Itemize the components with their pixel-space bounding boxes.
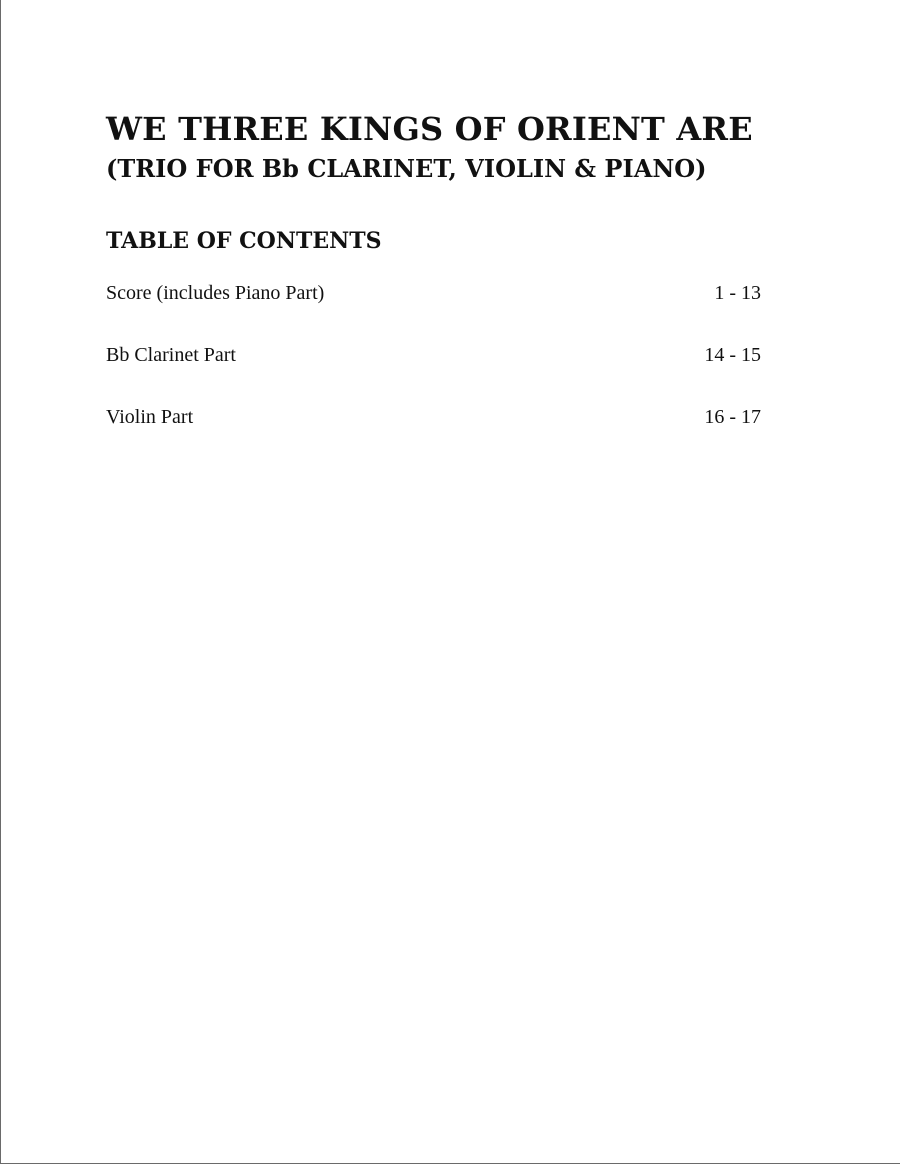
- document-subtitle: (TRIO FOR Bb CLARINET, VIOLIN & PIANO): [106, 154, 707, 183]
- toc-entry-pages: 14 - 15: [704, 344, 761, 366]
- toc-heading: TABLE OF CONTENTS: [106, 228, 382, 254]
- toc-entry-label: Bb Clarinet Part: [106, 344, 236, 366]
- toc-entry-label: Violin Part: [106, 406, 194, 428]
- table-of-contents: [106, 282, 761, 468]
- toc-entry-pages: 1 - 13: [714, 282, 761, 304]
- toc-entry-pages: 16 - 17: [704, 406, 761, 428]
- toc-entry-score: [106, 282, 761, 344]
- toc-entry-clarinet: [106, 344, 761, 406]
- toc-entry-violin: [106, 406, 761, 468]
- toc-entry-label: Score (includes Piano Part): [106, 282, 325, 304]
- document-title: WE THREE KINGS OF ORIENT ARE: [106, 110, 753, 148]
